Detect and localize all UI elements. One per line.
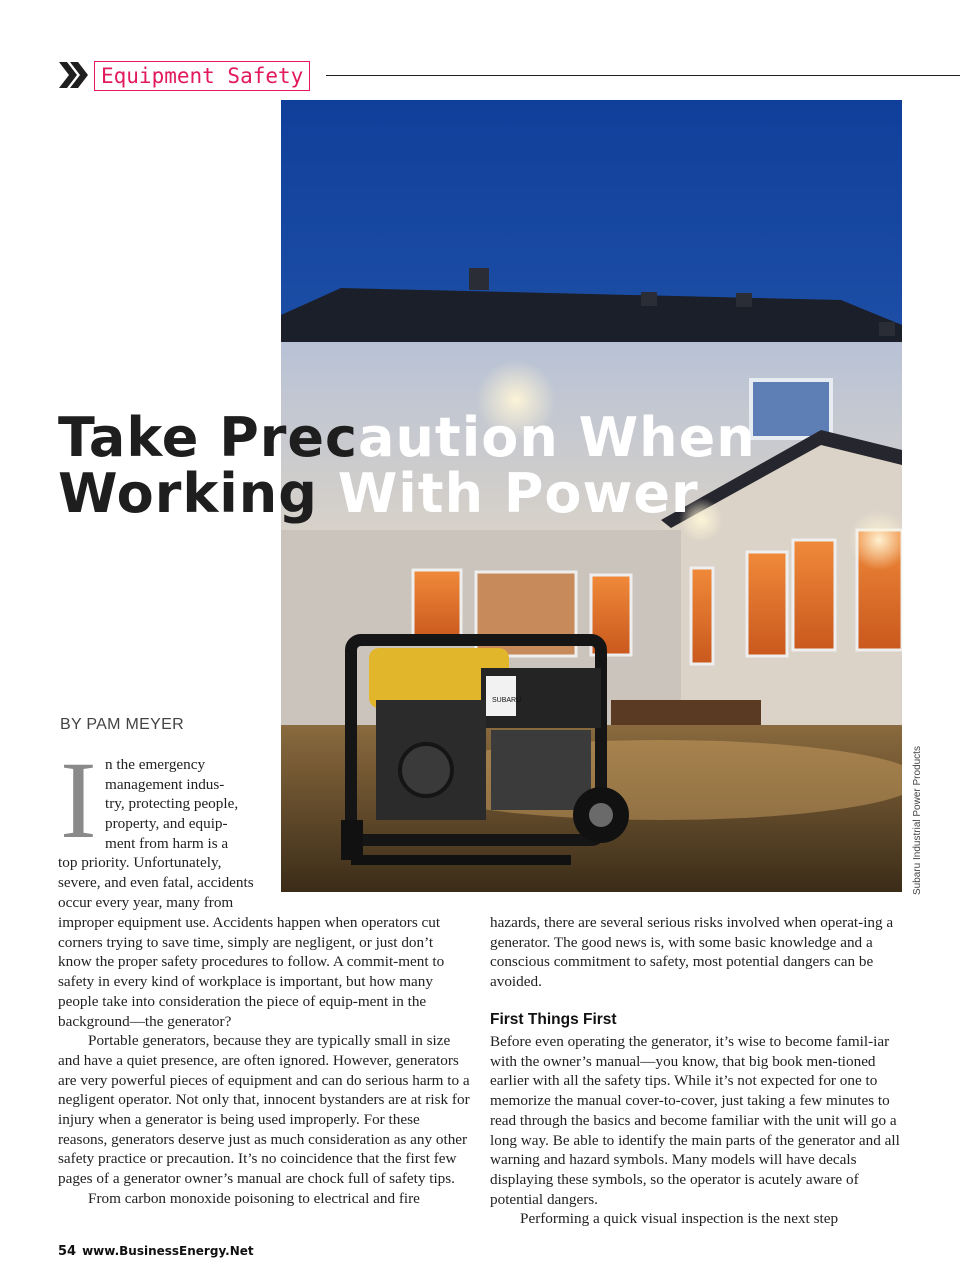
- drop-cap: I: [60, 739, 97, 861]
- paragraph: From carbon monoxide poisoning to electrical and fire: [88, 1189, 420, 1207]
- intro-line: management indus-: [105, 776, 225, 793]
- subheading: First Things First: [490, 1011, 617, 1028]
- brand-label: SUBARU: [492, 697, 522, 704]
- page-footer: [58, 1244, 254, 1259]
- intro-line: occur every year, many from: [58, 894, 234, 911]
- paragraph: hazards, there are several serious risks involved when operat-ing a generator. The good news is, with some basic knowledge and a conscious commitment to safety, most potential dangers can be avoided.: [490, 914, 894, 991]
- byline: BY PAM MEYER: [60, 716, 184, 733]
- column-left: [58, 913, 470, 1209]
- headline: [58, 406, 756, 525]
- photo-credit: Subaru Industrial Power Products: [912, 746, 923, 895]
- column-right: [490, 913, 902, 992]
- intro-line: try, protecting people,: [105, 795, 239, 812]
- headline-line: Take Precaution When: [58, 406, 756, 469]
- intro-line: severe, and even fatal, accidents: [58, 874, 254, 891]
- intro-line: ment from harm is a: [105, 835, 229, 852]
- double-chevron-icon: [58, 60, 88, 90]
- intro-line: n the emergency: [105, 756, 206, 773]
- headline-line: Working With Power: [58, 462, 699, 525]
- page-number: 54: [58, 1244, 77, 1259]
- website-link[interactable]: www.BusinessEnergy.Net: [82, 1244, 254, 1258]
- paragraph: Before even operating the generator, it’s wise to become famil-iar with the owner’s manual—you know, that big book men-tioned earlier with all the safety tips. While it’s not expected for one to memorize the manual cover-to-cover, just taking a few minutes to read through the basics and become familiar with the unit will go a long way. Be able to identify the main parts of the generator and all warning and hazard symbols. Many models will have decals displaying these symbols, so the operator is acutely aware of potential dangers.: [490, 1033, 900, 1208]
- paragraph: improper equipment use. Accidents happen when operators cut corners trying to save time, simply are negligent, or just don’t know the proper safety procedures to follow. A commit-ment to safety in every kind of workplace is important, but how many people take into consideration the piece of equip-ment in the background—the generator?: [58, 914, 445, 1030]
- section-rule: [326, 75, 960, 76]
- column-right-continued: [490, 1032, 902, 1229]
- section-label: Equipment Safety: [94, 61, 310, 91]
- intro-line: property, and equip-: [105, 815, 228, 832]
- intro-line: top priority. Unfortunately,: [58, 854, 222, 871]
- paragraph: Portable generators, because they are typically small in size and have a quiet presence, are often ignored. However, generators are very powerful pieces of equipment and can do serious harm to a negligent operator. Not only that, innocent bystanders are at risk for injury when a generator is being used improperly. For these reasons, generators deserve just as much consideration as any other safety practice or precaution. It’s no coincidence that the first few pages of a generator owner’s manual are chock full of safety tips.: [58, 1032, 470, 1188]
- paragraph: Performing a quick visual inspection is the next step: [520, 1210, 839, 1228]
